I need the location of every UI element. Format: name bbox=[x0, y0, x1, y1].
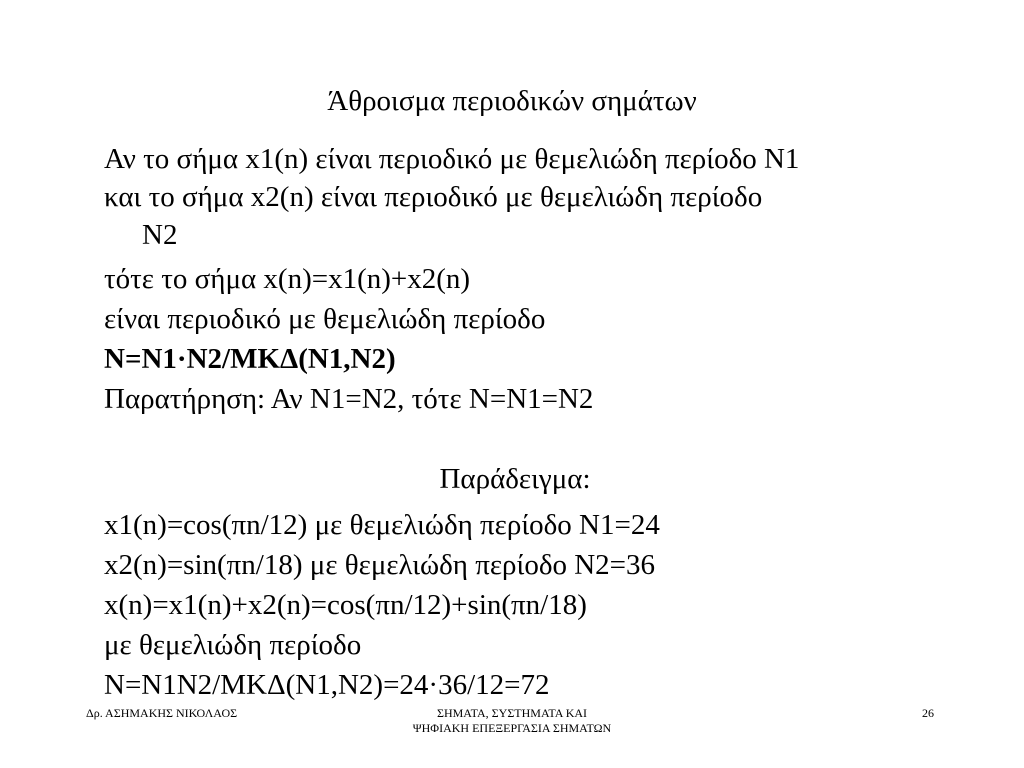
body-line-4: τότε το σήμα x(n)=x1(n)+x2(n) bbox=[104, 263, 471, 295]
example-line-3: x(n)=x1(n)+x2(n)=cos(πn/12)+sin(πn/18) bbox=[104, 589, 587, 621]
example-line-2: x2(n)=sin(πn/18) με θεμελιώδη περίοδο Ν2=36 bbox=[104, 549, 656, 581]
footer-course-line-1: ΣΗΜΑΤΑ, ΣΥΣΤΗΜΑΤΑ ΚΑΙ bbox=[436, 706, 588, 720]
footer-course-line-2: ΨΗΦΙΑΚΗ ΕΠΕΞΕΡΓΑΣΙΑ ΣΗΜΑΤΩΝ bbox=[412, 721, 612, 735]
example-heading: Παράδειγμα: bbox=[439, 463, 591, 495]
footer-course bbox=[0, 706, 1024, 736]
footer-page-number: 26 bbox=[922, 706, 934, 720]
body-line-1: Αν το σήμα x1(n) είναι περιοδικό με θεμελιώδη περίοδο Ν1 bbox=[104, 143, 800, 175]
body-line-5: είναι περιοδικό με θεμελιώδη περίοδο bbox=[104, 303, 546, 335]
example-line-4: με θεμελιώδη περίοδο bbox=[104, 629, 362, 661]
slide-title: Άθροισμα περιοδικών σημάτων bbox=[327, 85, 697, 117]
observation-line: Παρατήρηση: Αν Ν1=Ν2, τότε Ν=Ν1=Ν2 bbox=[104, 383, 594, 415]
period-formula: Ν=Ν1·Ν2/ΜΚΔ(Ν1,Ν2) bbox=[104, 343, 396, 375]
example-line-5: Ν=Ν1Ν2/ΜΚΔ(Ν1,Ν2)=24·36/12=72 bbox=[104, 669, 550, 701]
body-line-3: Ν2 bbox=[142, 219, 178, 251]
footer-author: Δρ. ΑΣΗΜΑΚΗΣ ΝΙΚΟΛΑΟΣ bbox=[86, 706, 238, 720]
body-line-2: και το σήμα x2(n) είναι περιοδικό με θεμελιώδη περίοδο bbox=[104, 181, 763, 213]
example-line-1: x1(n)=cos(πn/12) με θεμελιώδη περίοδο Ν1=24 bbox=[104, 509, 660, 541]
